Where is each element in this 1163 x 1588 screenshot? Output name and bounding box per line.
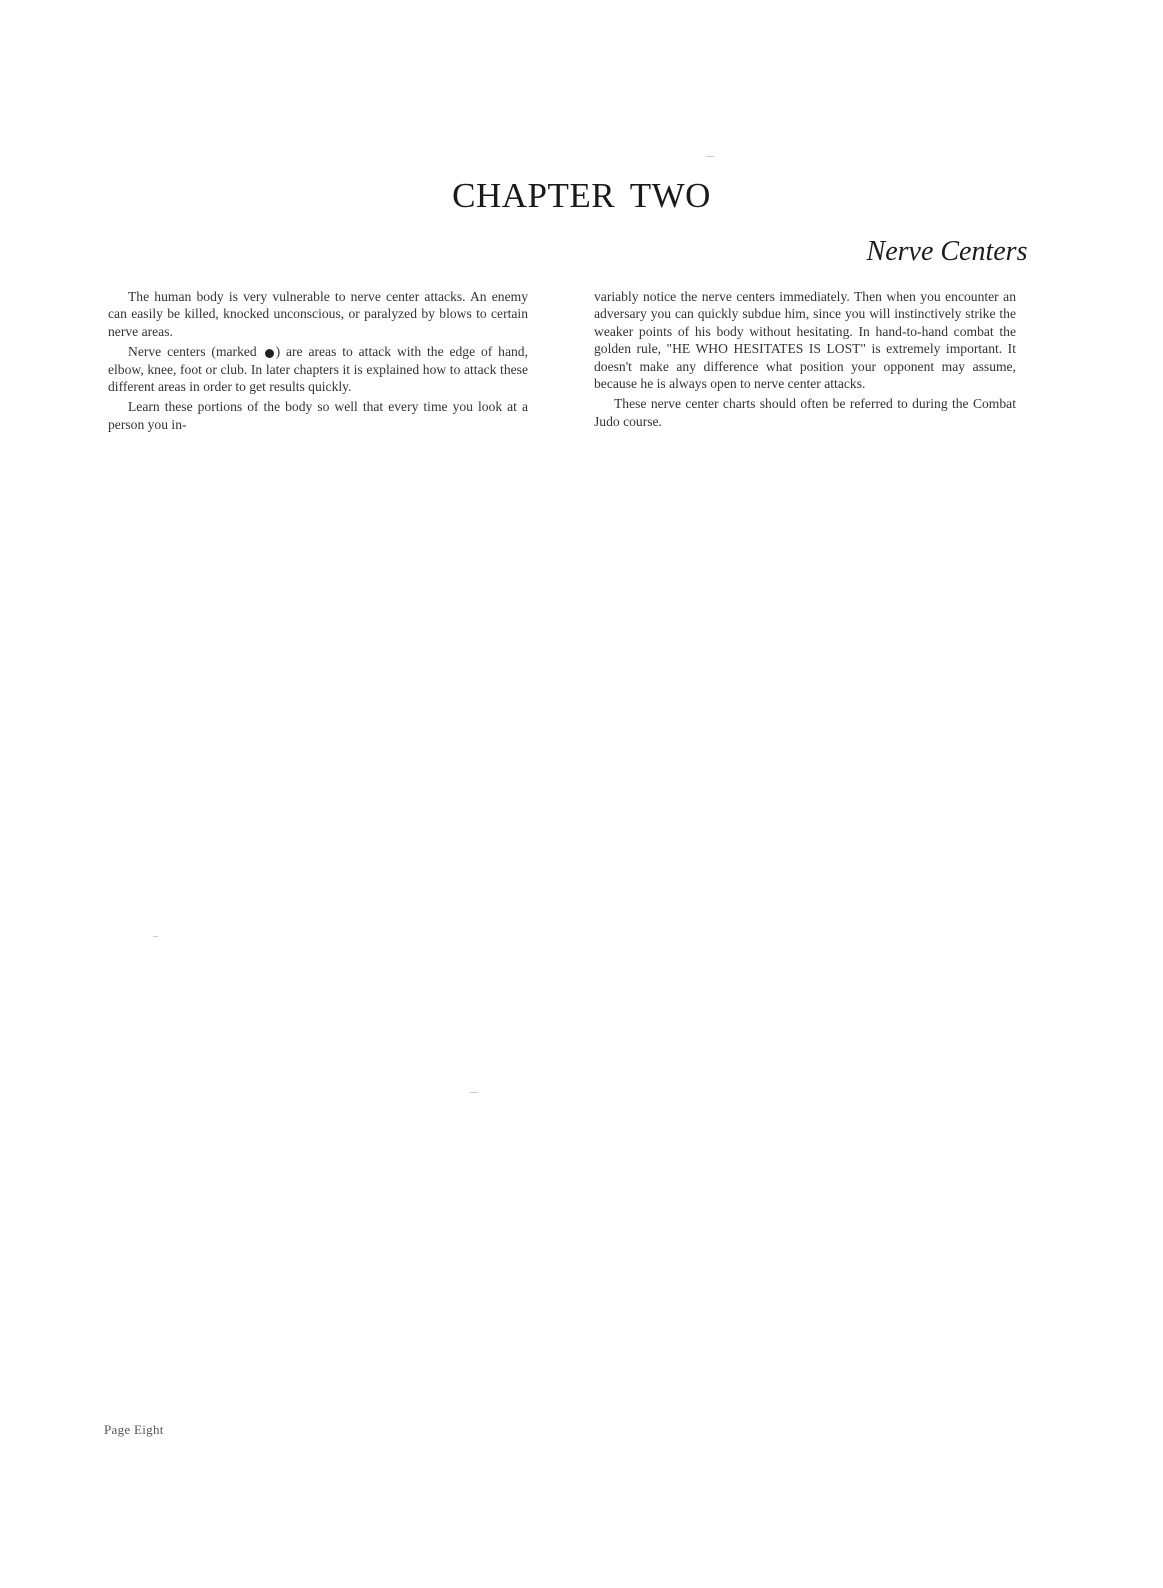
paragraph-nerve-centers	[108, 343, 528, 395]
right-column	[594, 288, 1016, 433]
section-title-wrapper	[0, 236, 1118, 268]
scan-speck	[470, 1092, 478, 1093]
scan-speck	[153, 936, 158, 937]
paragraph-continued: variably notice the nerve centers immediately. Then when you encounter an adversary you can quickly subdue him, since you will instinctively strike the weaker points of his body without hesitating. In hand-to-hand combat the golden rule, "HE WHO HESITATES IS LOST" is extremely important. It doesn't make any difference what position your opponent may assume, because he is always open to nerve center attacks.	[594, 289, 1016, 392]
paragraph-intro: The human body is very vulnerable to nerve center attacks. An enemy can easily be killed, knocked unconscious, or paralyzed by blows to certain nerve areas.	[108, 289, 528, 339]
scan-speck	[706, 156, 714, 157]
paragraph-text-after-marker: ) are areas to attack with the edge of hand, elbow, knee, foot or club. In later chapters it is explained how to attack these different areas in order to get results quickly.	[108, 344, 528, 395]
page-number: Page Eight	[104, 1422, 164, 1437]
paragraph-learn: Learn these portions of the body so well that every time you look at a person you in-	[108, 399, 528, 432]
section-title: Nerve Centers	[866, 236, 1028, 267]
chapter-title: CHAPTER TWO	[452, 176, 711, 215]
left-column	[108, 288, 528, 436]
paragraph-text-before-marker: Nerve centers (marked	[128, 344, 257, 360]
paragraph-charts: These nerve center charts should often be referred to during the Combat Judo course.	[594, 396, 1016, 429]
nerve-center-marker-icon	[265, 349, 274, 358]
